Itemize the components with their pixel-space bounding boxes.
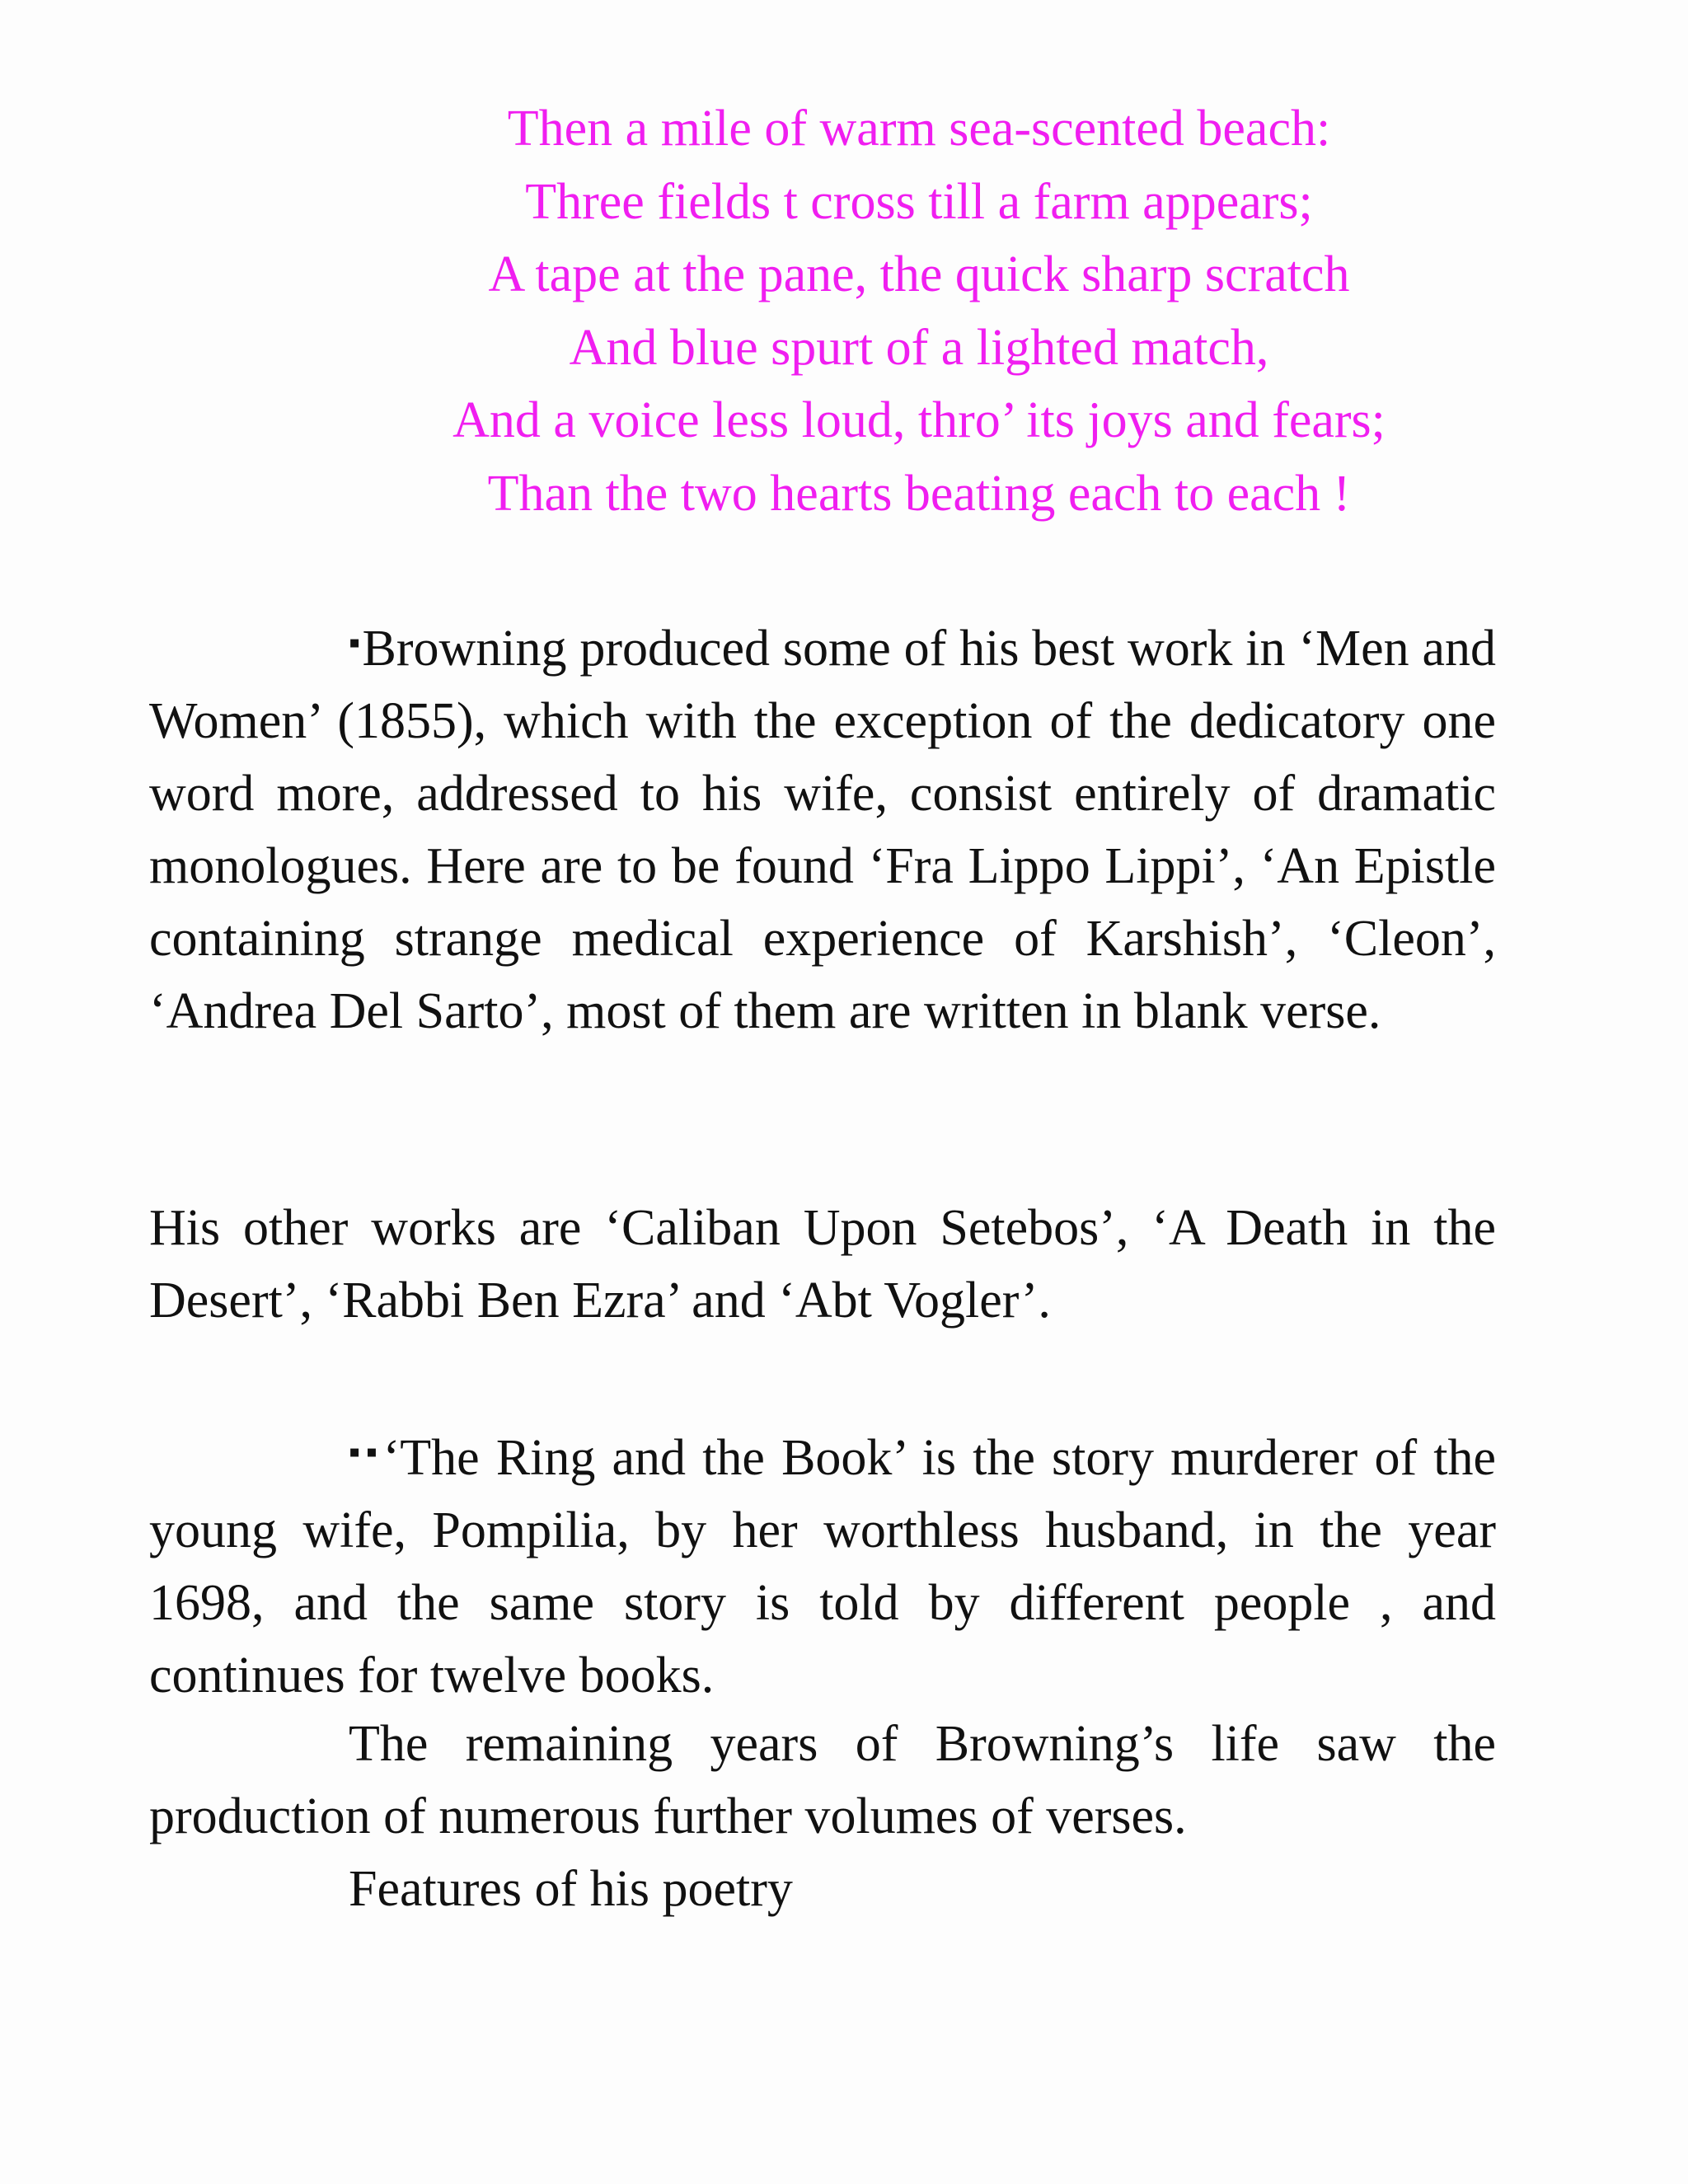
poem-stanza — [354, 92, 1484, 530]
poem-line: And blue spurt of a lighted match, — [569, 319, 1269, 376]
paragraph-body: Browning produced some of his best work in ‘Men and Women’ (1855), which with the exception of the dedicatory one word more, addressed to his wife, consist entirely of dramatic monologues. Here are to be found ‘Fra Lippo Lippi’, ‘An Epistle containing strange medical experience of Karshish’, ‘Cleon’, ‘Andrea Del Sarto’, most of them are written in blank verse. — [149, 621, 1496, 1039]
poem-line: A tape at the pane, the quick sharp scratch — [488, 246, 1350, 302]
paragraph-ring-and-book — [149, 1416, 1496, 1712]
paragraph-remaining-years — [149, 1708, 1496, 1853]
heading-text: Features of his poetry — [349, 1861, 793, 1917]
paragraph-text — [149, 1416, 1496, 1712]
bullet-marker: ▪▪ — [349, 1433, 383, 1470]
poem-line: Three fields t cross till a farm appears; — [525, 173, 1313, 230]
paragraph-body: ‘The Ring and the Book’ is the story murderer of the young wife, Pompilia, by her worthless husband, in the year 1698, and the same story is told by different people , and continues for twelve books. — [149, 1430, 1497, 1704]
paragraph-body: His other works are ‘Caliban Upon Setebos’, ‘A Death in the Desert’, ‘Rabbi Ben Ezra’ and ‘Abt Vogler’. — [149, 1200, 1496, 1329]
poem-line: Than the two hearts beating each to each ! — [487, 465, 1351, 522]
paragraph-body: The remaining years of Browning’s life saw the production of numerous further volumes of verses. — [149, 1716, 1496, 1844]
paragraph-men-and-women — [149, 607, 1496, 1047]
poem-line: Then a mile of warm sea-scented beach: — [507, 101, 1331, 157]
poem-line: And a voice less loud, thro’ its joys and fears; — [452, 392, 1386, 448]
section-heading — [149, 1853, 1496, 1925]
paragraph-other-works — [149, 1192, 1496, 1337]
bullet-marker: ▪ — [349, 624, 363, 661]
paragraph-text — [149, 607, 1496, 1047]
